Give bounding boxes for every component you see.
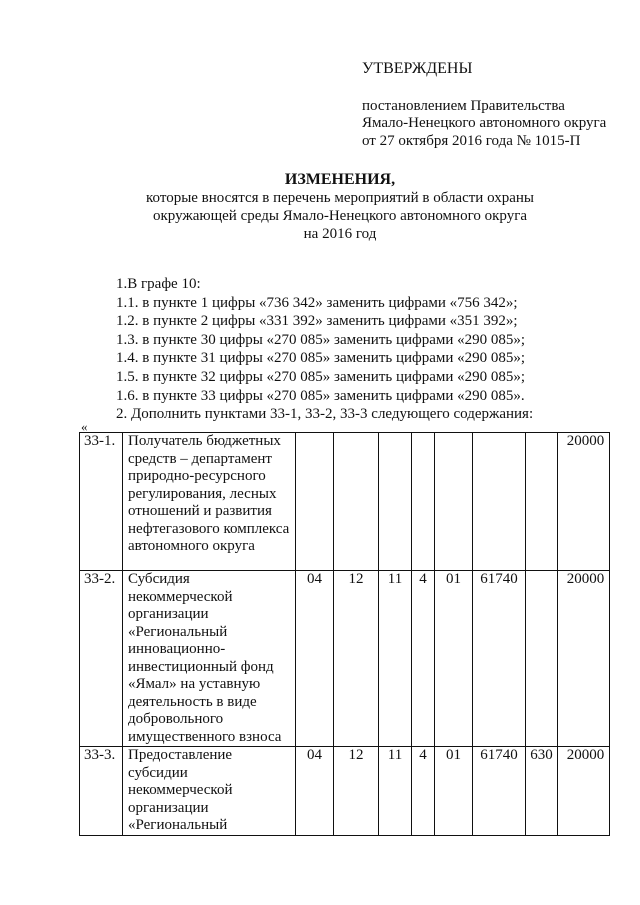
row-description: Получатель бюджетных средств – департамент природно-ресурсного регулирования, лесных отношений и развития нефтегазового комплекса автономного округа: [123, 433, 296, 571]
table-row: [80, 571, 610, 747]
list-item: 1.2. в пункте 2 цифры «331 392» заменить цифрами «351 392»;: [116, 313, 518, 330]
row-code-program: 11: [379, 747, 412, 836]
approval-line-2: Ямало-Ненецкого автономного округа: [362, 115, 607, 131]
measures-table: [79, 432, 610, 836]
row-amount: 20000: [558, 747, 610, 836]
row-code-section: 04: [296, 747, 334, 836]
row-code-expense-type: [526, 433, 558, 571]
row-code-program: [379, 433, 412, 571]
list-item: 1.5. в пункте 32 цифры «270 085» заменить цифрами «290 085»;: [116, 368, 526, 385]
open-quote: «: [81, 419, 88, 434]
row-code-direction: 61740: [473, 571, 526, 747]
list-item: 1.3. в пункте 30 цифры «270 085» заменить цифрами «290 085»;: [116, 331, 526, 348]
title-line-3: на 2016 год: [303, 226, 377, 242]
approval-block: [362, 60, 606, 150]
row-code-subprogram: 4: [412, 571, 435, 747]
list-item: 1.4. в пункте 31 цифры «270 085» заменить цифрами «290 085»;: [116, 350, 526, 367]
row-amount: 20000: [558, 433, 610, 571]
row-code-expense-type: [526, 571, 558, 747]
row-description: Предоставление субсидии некоммерческой организации «Региональный: [123, 747, 296, 836]
list-item: 2. Дополнить пунктами 33-1, 33-2, 33-3 следующего содержания:: [116, 406, 534, 423]
row-code-activity: 01: [435, 747, 473, 836]
row-code-subprogram: 4: [412, 747, 435, 836]
changes-list: [116, 275, 533, 424]
row-code-expense-type: 630: [526, 747, 558, 836]
row-number: 33-3.: [80, 747, 123, 836]
approval-heading: УТВЕРЖДЕНЫ: [362, 60, 473, 77]
row-amount: 20000: [558, 571, 610, 747]
list-item: 1.1. в пункте 1 цифры «736 342» заменить цифрами «756 342»;: [116, 294, 518, 311]
row-code-subsection: 12: [334, 571, 379, 747]
list-item: 1.6. в пункте 33 цифры «270 085» заменить цифрами «290 085».: [116, 387, 525, 404]
row-code-subprogram: [412, 433, 435, 571]
approval-line-1: постановлением Правительства: [362, 97, 565, 114]
title-line-1: которые вносятся в перечень мероприятий в области охраны: [146, 190, 534, 206]
document-title: [0, 171, 640, 243]
table-row: [80, 433, 610, 571]
row-code-subsection: 12: [334, 747, 379, 836]
row-code-activity: 01: [435, 571, 473, 747]
table-row: [80, 747, 610, 836]
row-code-activity: [435, 433, 473, 571]
row-code-program: 11: [379, 571, 412, 747]
title-line-2: окружающей среды Ямало-Ненецкого автономного округа: [152, 208, 528, 224]
row-number: 33-2.: [80, 571, 123, 747]
approval-line-3: от 27 октября 2016 года № 1015-П: [362, 132, 581, 149]
row-code-direction: 61740: [473, 747, 526, 836]
list-item: 1.В графе 10:: [116, 276, 201, 292]
row-code-direction: [473, 433, 526, 571]
row-description: Субсидия некоммерческой организации «Региональный инновационно-инвестиционный фонд «Ямал» на уставную деятельность в виде добровольного имущественного взноса: [123, 571, 296, 747]
row-code-section: 04: [296, 571, 334, 747]
row-code-subsection: [334, 433, 379, 571]
row-number: 33-1.: [80, 433, 123, 571]
row-code-section: [296, 433, 334, 571]
title-main: ИЗМЕНЕНИЯ,: [284, 171, 396, 188]
